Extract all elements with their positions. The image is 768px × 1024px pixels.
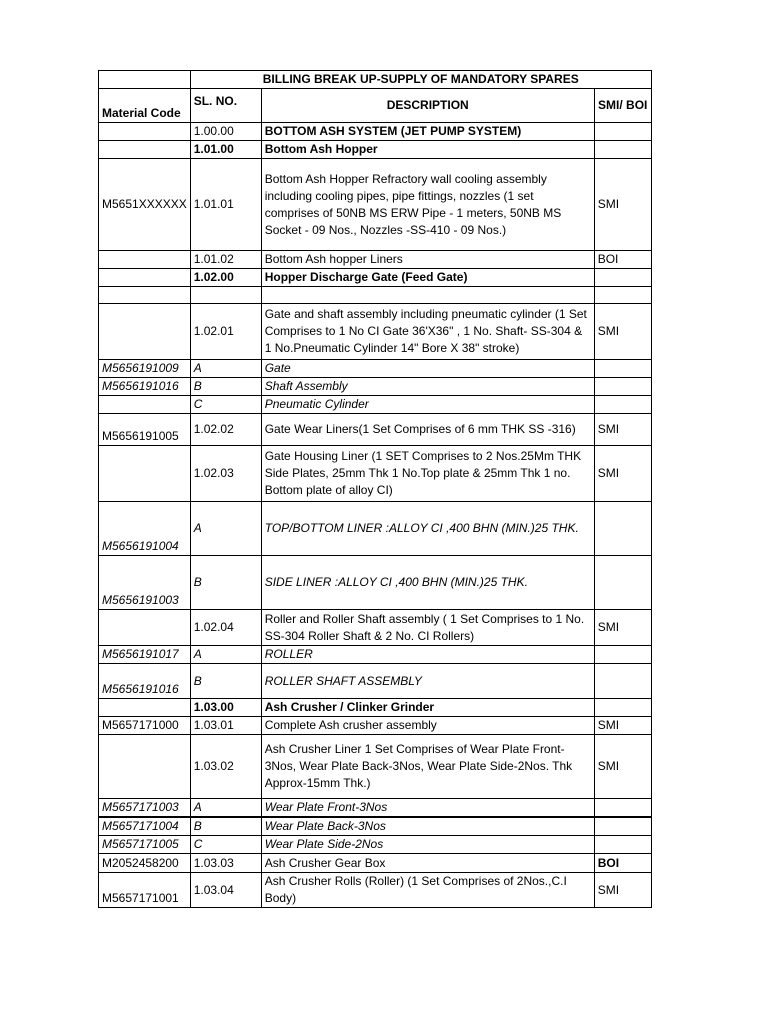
- smi-boi-cell: SMI: [594, 873, 651, 908]
- material-code-cell: [99, 269, 191, 287]
- material-code-cell: [99, 610, 191, 646]
- header-row: [99, 89, 652, 123]
- smi-boi-cell: SMI: [594, 304, 651, 360]
- table-row: [99, 159, 652, 251]
- smi-boi-cell: SMI: [594, 610, 651, 646]
- table-row: [99, 873, 652, 908]
- description-cell: ROLLER SHAFT ASSEMBLY: [261, 664, 594, 699]
- description-cell: Roller and Roller Shaft assembly ( 1 Set Comprises to 1 No. SS-304 Roller Shaft & 2 No. CI Rollers): [261, 610, 594, 646]
- material-code-cell: [99, 251, 191, 269]
- table-row: [99, 269, 652, 287]
- smi-boi-cell: [594, 817, 651, 836]
- table-row: [99, 610, 652, 646]
- smi-boi-cell: SMI: [594, 446, 651, 502]
- material-code-cell: M5656191016: [99, 378, 191, 396]
- material-code-cell: M5651XXXXXX: [99, 159, 191, 251]
- table-row: [99, 251, 652, 269]
- table-row: [99, 123, 652, 141]
- title-row: [99, 71, 652, 89]
- header-description: DESCRIPTION: [261, 89, 594, 123]
- description-cell: Bottom Ash hopper Liners: [261, 251, 594, 269]
- smi-boi-cell: [594, 123, 651, 141]
- smi-boi-cell: SMI: [594, 735, 651, 799]
- sl-no-cell: 1.03.01: [190, 717, 261, 735]
- spares-table: [98, 70, 652, 908]
- smi-boi-cell: [594, 141, 651, 159]
- smi-boi-cell: [594, 269, 651, 287]
- table-row: [99, 556, 652, 610]
- sl-no-cell: B: [190, 378, 261, 396]
- header-material-code: Material Code: [99, 89, 191, 123]
- material-code-cell: M5656191016: [99, 664, 191, 699]
- description-cell: Shaft Assembly: [261, 378, 594, 396]
- table-row: [99, 446, 652, 502]
- description-cell: Gate and shaft assembly including pneumatic cylinder (1 Set Comprises to 1 No CI Gate 36'X36" , 1 No. Shaft- SS-304 & 1 No.Pneumatic Cylinder 14" Bore X 38" stroke): [261, 304, 594, 360]
- smi-boi-cell: BOI: [594, 251, 651, 269]
- sl-no-cell: 1.02.01: [190, 304, 261, 360]
- smi-boi-cell: [594, 396, 651, 414]
- smi-boi-cell: [594, 664, 651, 699]
- smi-boi-cell: BOI: [594, 854, 651, 873]
- table-row: [99, 836, 652, 854]
- table-row: [99, 817, 652, 836]
- material-code-cell: [99, 396, 191, 414]
- smi-boi-cell: SMI: [594, 717, 651, 735]
- description-cell: TOP/BOTTOM LINER :ALLOY CI ,400 BHN (MIN.)25 THK.: [261, 502, 594, 556]
- smi-boi-cell: [594, 287, 651, 304]
- material-code-cell: M5657171001: [99, 873, 191, 908]
- table-row: [99, 699, 652, 717]
- sl-no-cell: 1.03.03: [190, 854, 261, 873]
- description-cell: Pneumatic Cylinder: [261, 396, 594, 414]
- smi-boi-cell: SMI: [594, 159, 651, 251]
- material-code-cell: [99, 446, 191, 502]
- smi-boi-cell: [594, 556, 651, 610]
- description-cell: Ash Crusher Rolls (Roller) (1 Set Comprises of 2Nos.,C.I Body): [261, 873, 594, 908]
- sl-no-cell: 1.02.00: [190, 269, 261, 287]
- description-cell: Gate: [261, 360, 594, 378]
- material-code-cell: M5656191009: [99, 360, 191, 378]
- table-row: [99, 378, 652, 396]
- sl-no-cell: B: [190, 817, 261, 836]
- material-code-cell: M5657171004: [99, 817, 191, 836]
- description-cell: Wear Plate Back-3Nos: [261, 817, 594, 836]
- smi-boi-cell: SMI: [594, 414, 651, 446]
- table-row: [99, 141, 652, 159]
- table-row: [99, 799, 652, 818]
- table-row: [99, 502, 652, 556]
- sl-no-cell: 1.02.03: [190, 446, 261, 502]
- smi-boi-cell: [594, 646, 651, 664]
- sl-no-cell: A: [190, 799, 261, 818]
- material-code-cell: [99, 699, 191, 717]
- material-code-cell: [99, 141, 191, 159]
- description-cell: Wear Plate Front-3Nos: [261, 799, 594, 818]
- description-cell: Ash Crusher Gear Box: [261, 854, 594, 873]
- material-code-cell: [99, 287, 191, 304]
- table-row: [99, 664, 652, 699]
- table-row: [99, 414, 652, 446]
- sl-no-cell: 1.01.02: [190, 251, 261, 269]
- description-cell: ROLLER: [261, 646, 594, 664]
- sl-no-cell: B: [190, 664, 261, 699]
- material-code-cell: M5656191003: [99, 556, 191, 610]
- sl-no-cell: 1.02.02: [190, 414, 261, 446]
- material-code-cell: M5657171005: [99, 836, 191, 854]
- table-row: [99, 646, 652, 664]
- title-blank-cell: [99, 71, 191, 89]
- sl-no-cell: A: [190, 646, 261, 664]
- table-row: [99, 717, 652, 735]
- sl-no-cell: A: [190, 360, 261, 378]
- material-code-cell: [99, 123, 191, 141]
- description-cell: Complete Ash crusher assembly: [261, 717, 594, 735]
- description-cell: BOTTOM ASH SYSTEM (JET PUMP SYSTEM): [261, 123, 594, 141]
- smi-boi-cell: [594, 502, 651, 556]
- table-row: [99, 854, 652, 873]
- description-cell: Gate Housing Liner (1 SET Comprises to 2 Nos.25Mm THK Side Plates, 25mm Thk 1 No.Top plate & 25mm Thk 1 no. Bottom plate of alloy CI): [261, 446, 594, 502]
- smi-boi-cell: [594, 360, 651, 378]
- header-smi-boi: SMI/ BOI: [594, 89, 651, 123]
- material-code-cell: [99, 304, 191, 360]
- description-cell: Bottom Ash Hopper Refractory wall cooling assembly including cooling pipes, pipe fittings, nozzles (1 set comprises of 50NB MS ERW Pipe - 1 meters, 50NB MS Socket - 09 Nos., Nozzles -SS-410 - 09 Nos.): [261, 159, 594, 251]
- table-row: [99, 304, 652, 360]
- smi-boi-cell: [594, 799, 651, 818]
- table-row: [99, 360, 652, 378]
- sl-no-cell: 1.03.04: [190, 873, 261, 908]
- sl-no-cell: 1.03.00: [190, 699, 261, 717]
- material-code-cell: M5656191005: [99, 414, 191, 446]
- material-code-cell: M5656191004: [99, 502, 191, 556]
- table-row: [99, 287, 652, 304]
- smi-boi-cell: [594, 378, 651, 396]
- description-cell: SIDE LINER :ALLOY CI ,400 BHN (MIN.)25 THK.: [261, 556, 594, 610]
- sl-no-cell: 1.00.00: [190, 123, 261, 141]
- material-code-cell: M5656191017: [99, 646, 191, 664]
- sl-no-cell: A: [190, 502, 261, 556]
- sl-no-cell: C: [190, 836, 261, 854]
- material-code-cell: M5657171000: [99, 717, 191, 735]
- description-cell: Gate Wear Liners(1 Set Comprises of 6 mm THK SS -316): [261, 414, 594, 446]
- sl-no-cell: B: [190, 556, 261, 610]
- material-code-cell: [99, 735, 191, 799]
- description-cell: Ash Crusher Liner 1 Set Comprises of Wear Plate Front-3Nos, Wear Plate Back-3Nos, Wear Plate Side-2Nos. Thk Approx-15mm Thk.): [261, 735, 594, 799]
- header-sl-no: SL. NO.: [190, 89, 261, 123]
- table-row: [99, 396, 652, 414]
- sl-no-cell: 1.01.01: [190, 159, 261, 251]
- sl-no-cell: 1.01.00: [190, 141, 261, 159]
- description-cell: Bottom Ash Hopper: [261, 141, 594, 159]
- table-title: BILLING BREAK UP-SUPPLY OF MANDATORY SPARES: [190, 71, 651, 89]
- sl-no-cell: C: [190, 396, 261, 414]
- smi-boi-cell: [594, 699, 651, 717]
- description-cell: Wear Plate Side-2Nos: [261, 836, 594, 854]
- description-cell: Ash Crusher / Clinker Grinder: [261, 699, 594, 717]
- material-code-cell: M5657171003: [99, 799, 191, 818]
- sl-no-cell: 1.03.02: [190, 735, 261, 799]
- smi-boi-cell: [594, 836, 651, 854]
- table-row: [99, 735, 652, 799]
- sl-no-cell: 1.02.04: [190, 610, 261, 646]
- sl-no-cell: [190, 287, 261, 304]
- material-code-cell: M2052458200: [99, 854, 191, 873]
- description-cell: [261, 287, 594, 304]
- description-cell: Hopper Discharge Gate (Feed Gate): [261, 269, 594, 287]
